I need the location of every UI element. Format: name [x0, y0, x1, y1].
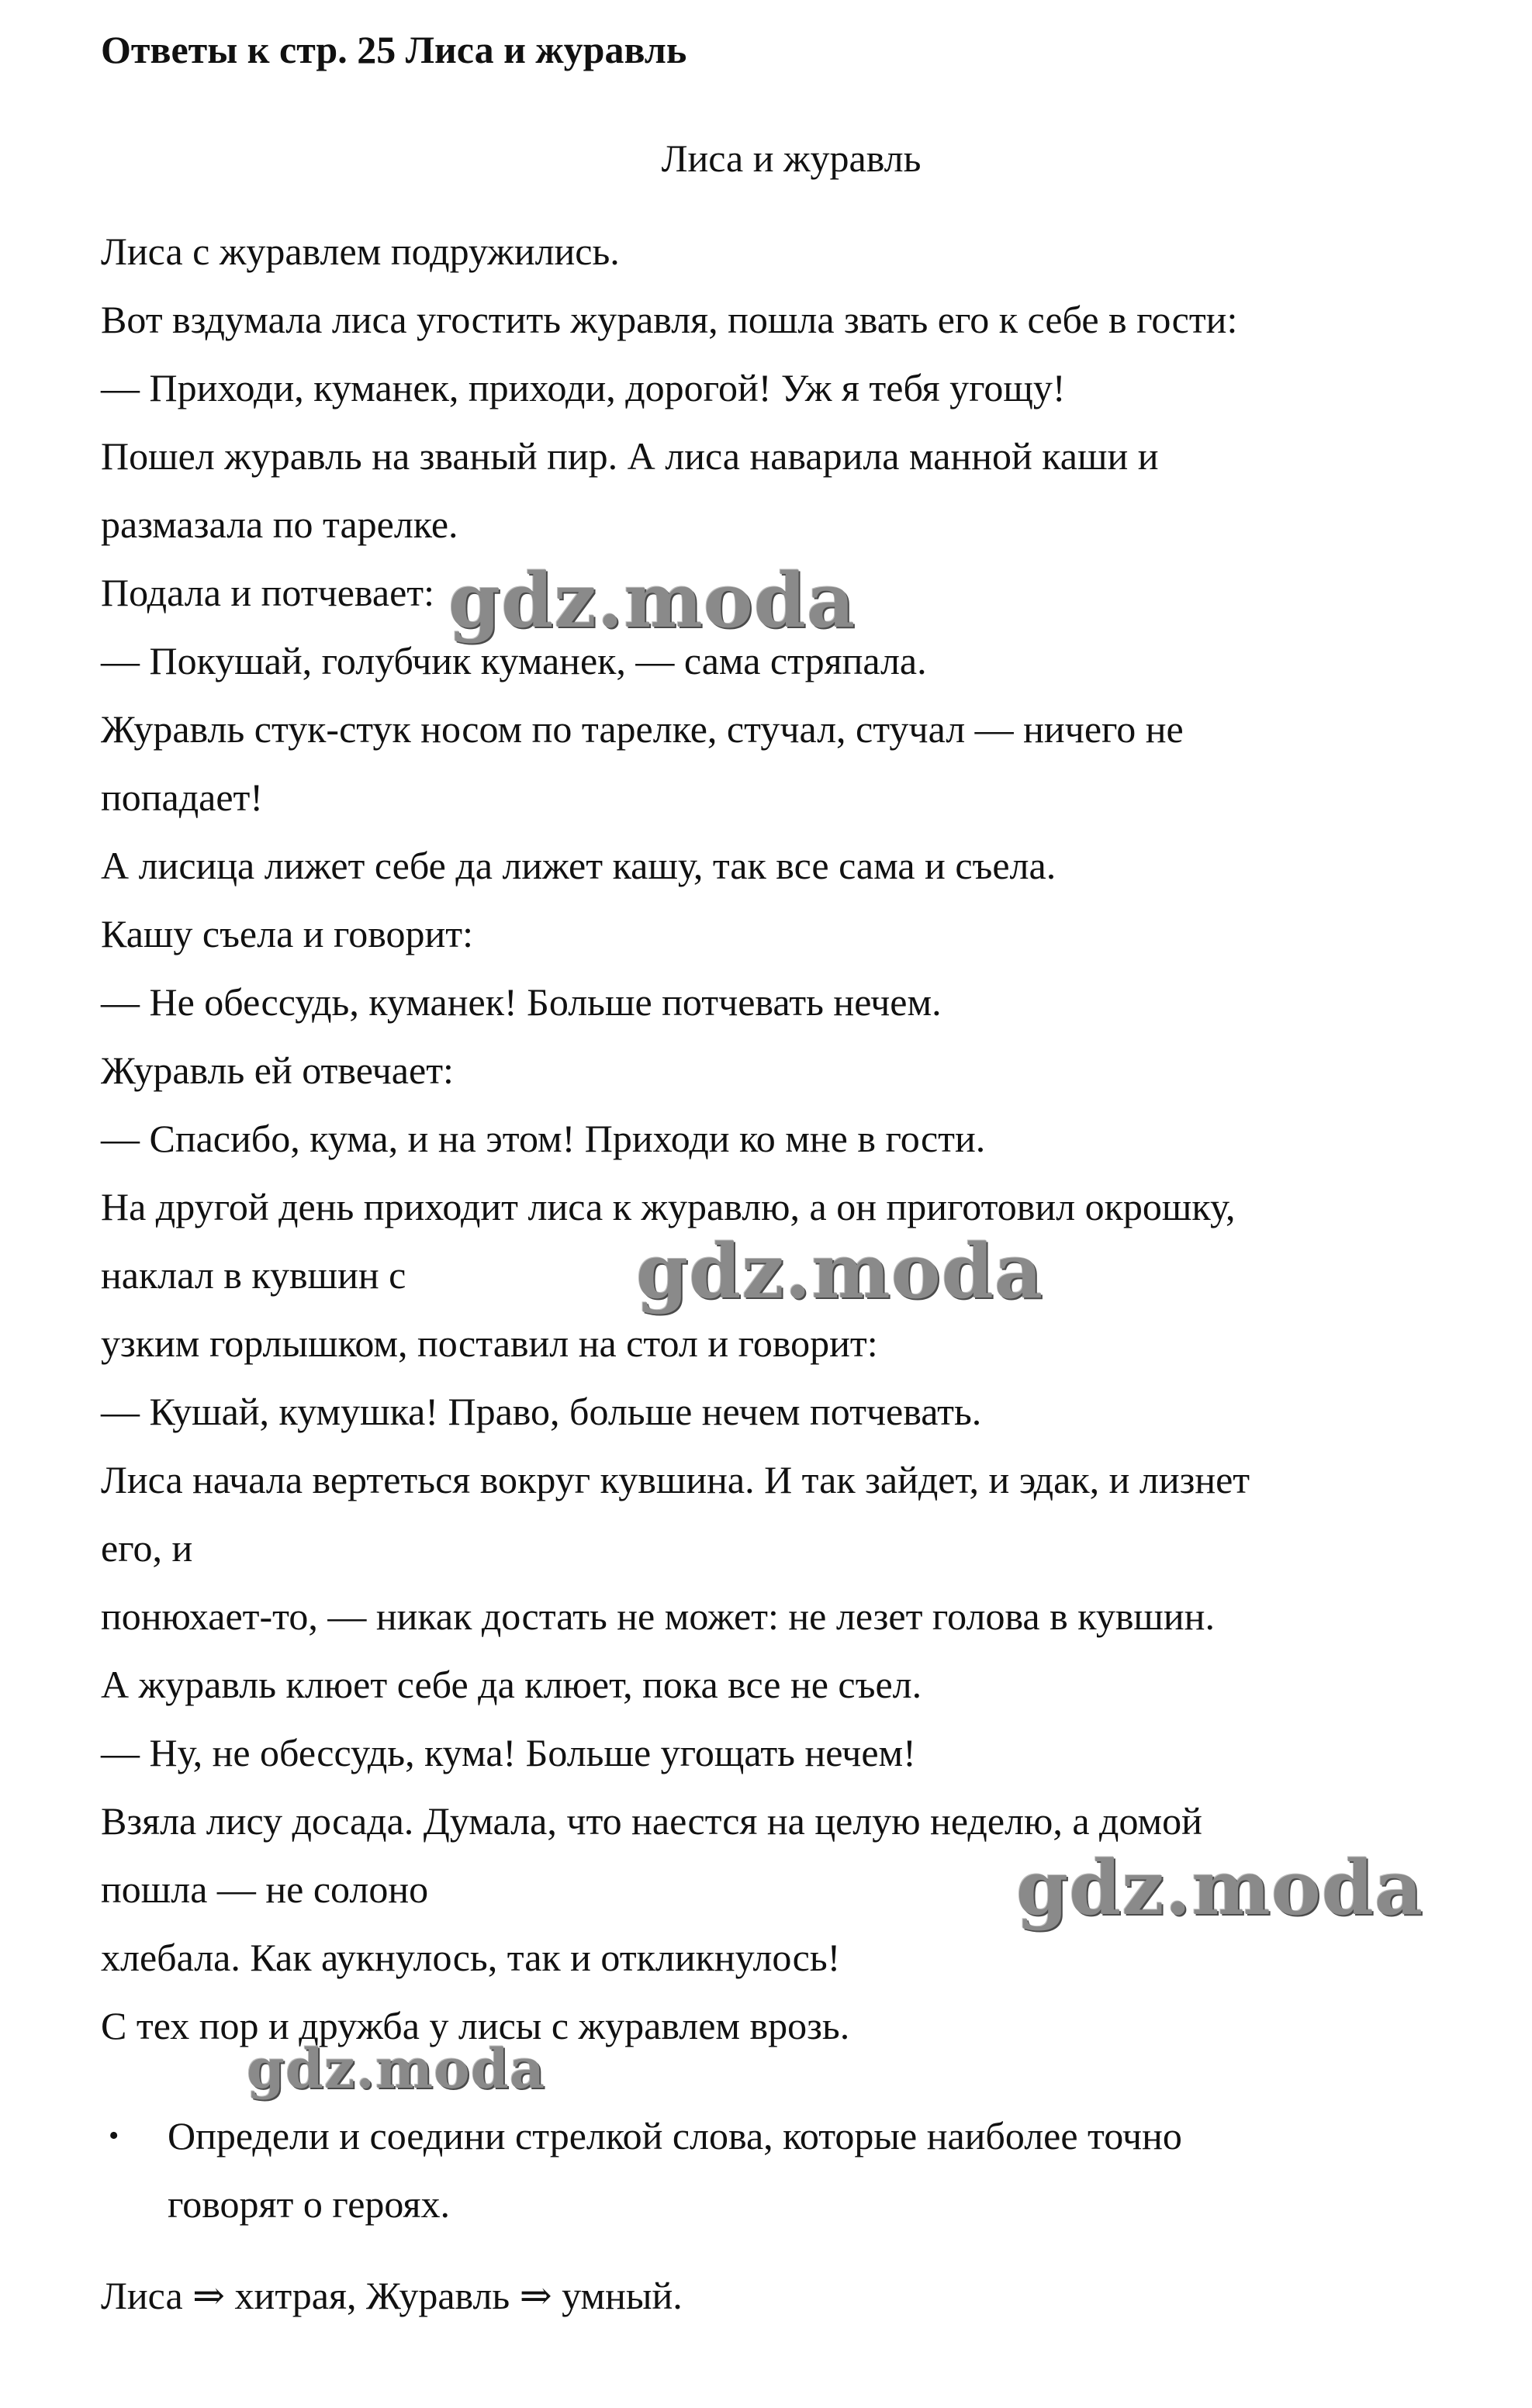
story-line: Кашу съела и говорит:: [101, 912, 474, 955]
story-line: попадает!: [101, 776, 264, 819]
story-line: Вот вздумала лиса угостить журавля, пошла звать его к себе в гости:: [101, 298, 1238, 341]
story-title: Лиса и журавль: [661, 136, 922, 180]
answer-text: Лиса ⇒ хитрая, Журавль ⇒ умный.: [101, 2274, 683, 2317]
story-line: — Приходи, куманек, приходи, дорогой! Уж я тебя угощу!: [101, 366, 1066, 409]
story-line: Лиса начала вертеться вокруг кувшина. И так зайдет, и эдак, и лизнет: [101, 1458, 1250, 1501]
watermark-logo: gdz.moda: [1016, 1844, 1424, 1932]
story-line: Журавль ей отвечает:: [101, 1049, 454, 1092]
story-line: На другой день приходит лиса к журавлю, а он приготовил окрошку,: [101, 1185, 1236, 1228]
story-line: — Ну, не обессудь, кума! Больше угощать нечем!: [101, 1731, 916, 1774]
task-item: [101, 2102, 1497, 2238]
watermark-logo: gdz.moda: [448, 557, 856, 644]
story-line: Взяла лису досада. Думала, что наестся на целую неделю, а домой: [101, 1799, 1202, 1843]
story-line: размазала по тарелке.: [101, 503, 458, 546]
story-text: [101, 217, 1497, 2060]
page-heading: Ответы к стр. 25 Лиса и журавль: [101, 28, 687, 71]
story-line: — Не обессудь, куманек! Больше потчевать нечем.: [101, 980, 942, 1024]
story-line: хлебала. Как аукнулось, так и откликнулось!: [101, 1936, 841, 1979]
watermark-logo: gdz.moda: [636, 1228, 1044, 1315]
bullet-icon: •: [109, 2120, 119, 2152]
story-line: С тех пор и дружба у лисы с журавлем врозь.: [101, 2004, 850, 2047]
story-line: — Покушай, голубчик куманек, — сама стряпала.: [101, 639, 927, 682]
story-line: А журавль клюет себе да клюет, пока все не съел.: [101, 1663, 922, 1706]
task-block: [101, 2102, 1497, 2238]
story-line: его, и: [101, 1526, 193, 1570]
story-line: понюхает-то, — никак достать не может: не лезет голова в кувшин.: [101, 1594, 1215, 1638]
story-line: Подала и потчевает:: [101, 571, 435, 614]
story-line: Лиса с журавлем подружились.: [101, 230, 620, 273]
story-line: Журавль стук-стук носом по тарелке, стучал, стучал — ничего не: [101, 707, 1184, 751]
story-line: Пошел журавль на званый пир. А лиса наварила манной каши и: [101, 434, 1159, 478]
watermark-logo: gdz.moda: [247, 2037, 546, 2101]
story-line: узким горлышком, поставил на стол и говорит:: [101, 1321, 878, 1365]
story-line: — Спасибо, кума, и на этом! Приходи ко мне в гости.: [101, 1117, 986, 1160]
story-line: наклал в кувшин с: [101, 1253, 406, 1297]
story-line: А лисица лижет себе да лижет кашу, так все сама и съела.: [101, 844, 1056, 887]
story-line: пошла — не солоно: [101, 1867, 429, 1911]
task-line: Определи и соедини стрелкой слова, которые наиболее точно: [168, 2114, 1182, 2158]
story-line: — Кушай, кумушка! Право, больше нечем потчевать.: [101, 1390, 982, 1433]
task-line: говорят о героях.: [168, 2182, 450, 2226]
